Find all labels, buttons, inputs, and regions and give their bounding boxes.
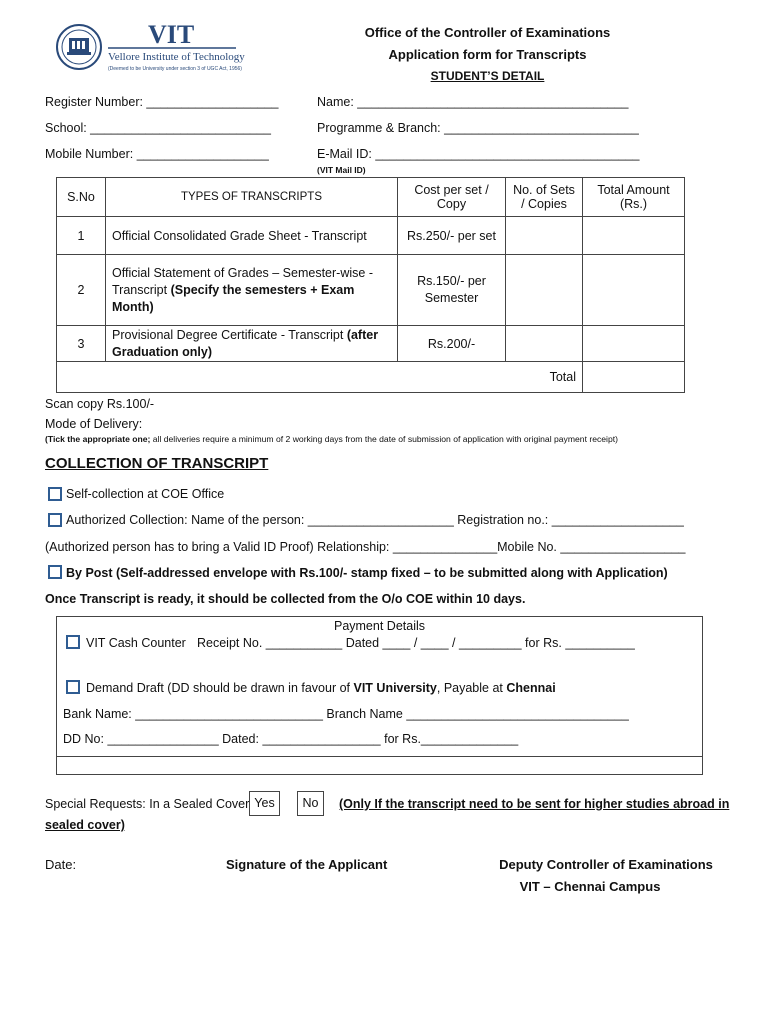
- programme-branch-field[interactable]: Programme & Branch: ____________________________: [317, 121, 639, 135]
- total-row: [57, 362, 685, 393]
- payment-bottom-row: [56, 756, 703, 775]
- no-option[interactable]: No: [297, 791, 324, 816]
- vit-logo: [56, 20, 245, 78]
- header-sets: No. of Sets / Copies: [506, 178, 583, 217]
- deputy-controller: Deputy Controller of Examinations: [499, 857, 713, 872]
- authorized-note: (Authorized person has to bring a Valid ID Proof) Relationship: _______________Mobile No. __________________: [45, 540, 686, 554]
- demand-draft-checkbox[interactable]: [66, 680, 80, 694]
- header-total: Total Amount (Rs.): [583, 178, 685, 217]
- row-total-input[interactable]: [583, 217, 685, 255]
- date-label: Date:: [45, 857, 77, 872]
- bank-name-field[interactable]: Bank Name: ___________________________ Branch Name ________________________________: [63, 707, 629, 721]
- special-note-line1: (Only If the transcript need to be sent for higher studies abroad in: [339, 797, 730, 811]
- row-sets-input[interactable]: [506, 255, 583, 326]
- header-office: Office of the Controller of Examinations: [364, 25, 611, 40]
- row-sno: 3: [57, 326, 106, 362]
- dd-number-field[interactable]: DD No: ________________ Dated: _________________ for Rs.______________: [63, 732, 519, 746]
- logo-tagline: (Deemed to be University under section 3 of UGC Act, 1956): [108, 66, 242, 72]
- by-post-checkbox[interactable]: [48, 565, 62, 579]
- applicant-signature: Signature of the Applicant: [226, 857, 388, 872]
- ready-note: Once Transcript is ready, it should be collected from the O/o COE within 10 days.: [45, 592, 526, 606]
- row-sno: 2: [57, 255, 106, 326]
- row-sno: 1: [57, 217, 106, 255]
- row-cost: Rs.250/- per set: [398, 217, 506, 255]
- special-note-line2: sealed cover): [45, 818, 125, 832]
- row-type: Provisional Degree Certificate - Transcript (after Graduation only): [106, 326, 398, 362]
- self-collection-checkbox[interactable]: [48, 487, 62, 501]
- row-sets-input[interactable]: [506, 217, 583, 255]
- campus-name: VIT – Chennai Campus: [519, 879, 661, 894]
- name-field[interactable]: Name: _______________________________________: [317, 95, 629, 109]
- tick-note: (Tick the appropriate one; all deliveries require a minimum of 2 working days from the date of submission of application with original payment receipt): [45, 434, 618, 444]
- demand-draft-label: Demand Draft (DD should be drawn in favour of VIT University, Payable at Chennai: [86, 681, 556, 695]
- header-cost: Cost per set / Copy: [398, 178, 506, 217]
- school-field[interactable]: School: __________________________: [45, 121, 271, 135]
- payment-title: Payment Details: [333, 619, 425, 633]
- special-requests-label: Special Requests: In a Sealed Cover: [45, 797, 250, 811]
- authorized-collection-label: Authorized Collection: Name of the person: _____________________ Registration no.: ___________________: [66, 513, 684, 527]
- row-total-input[interactable]: [583, 326, 685, 362]
- transcript-table: [56, 177, 685, 393]
- by-post-label: By Post (Self-addressed envelope with Rs.100/- stamp fixed – to be submitted along with Application): [66, 566, 668, 580]
- header-students-detail: STUDENT’S DETAIL: [430, 69, 545, 83]
- logo-subtitle: Vellore Institute of Technology: [108, 51, 245, 63]
- header-types: TYPES OF TRANSCRIPTS: [106, 178, 398, 217]
- table-row: [57, 255, 685, 326]
- self-collection-label: Self-collection at COE Office: [66, 487, 225, 501]
- total-label: Total: [57, 362, 583, 393]
- scan-copy-note: Scan copy Rs.100/-: [45, 397, 155, 411]
- cash-counter-checkbox[interactable]: [66, 635, 80, 649]
- email-note: (VIT Mail ID): [317, 165, 366, 175]
- authorized-collection-checkbox[interactable]: [48, 513, 62, 527]
- logo-name: VIT: [148, 20, 195, 49]
- yes-option[interactable]: Yes: [249, 791, 280, 816]
- row-total-input[interactable]: [583, 255, 685, 326]
- row-type: Official Consolidated Grade Sheet - Transcript: [106, 217, 398, 255]
- table-header-row: [57, 178, 685, 217]
- table-row: [57, 326, 685, 362]
- row-cost: Rs.150/- per Semester: [398, 255, 506, 326]
- cash-counter-label: VIT Cash Counter: [86, 636, 186, 650]
- row-cost: Rs.200/-: [398, 326, 506, 362]
- register-number-field[interactable]: Register Number: ___________________: [45, 95, 279, 109]
- mode-of-delivery-label: Mode of Delivery:: [45, 417, 143, 431]
- header-sno: S.No: [57, 178, 106, 217]
- email-field[interactable]: E-Mail ID: ______________________________________: [317, 147, 640, 161]
- collection-heading: COLLECTION OF TRANSCRIPT: [45, 455, 269, 472]
- table-row: [57, 217, 685, 255]
- grand-total-input[interactable]: [583, 362, 685, 393]
- mobile-number-field[interactable]: Mobile Number: ___________________: [45, 147, 269, 161]
- row-sets-input[interactable]: [506, 326, 583, 362]
- header-form-title: Application form for Transcripts: [388, 47, 587, 62]
- row-type: Official Statement of Grades – Semester-wise - Transcript (Specify the semesters + Exam Month): [106, 255, 398, 326]
- cash-counter-fields[interactable]: Receipt No. ___________ Dated ____ / ____ / _________ for Rs. __________: [197, 636, 635, 650]
